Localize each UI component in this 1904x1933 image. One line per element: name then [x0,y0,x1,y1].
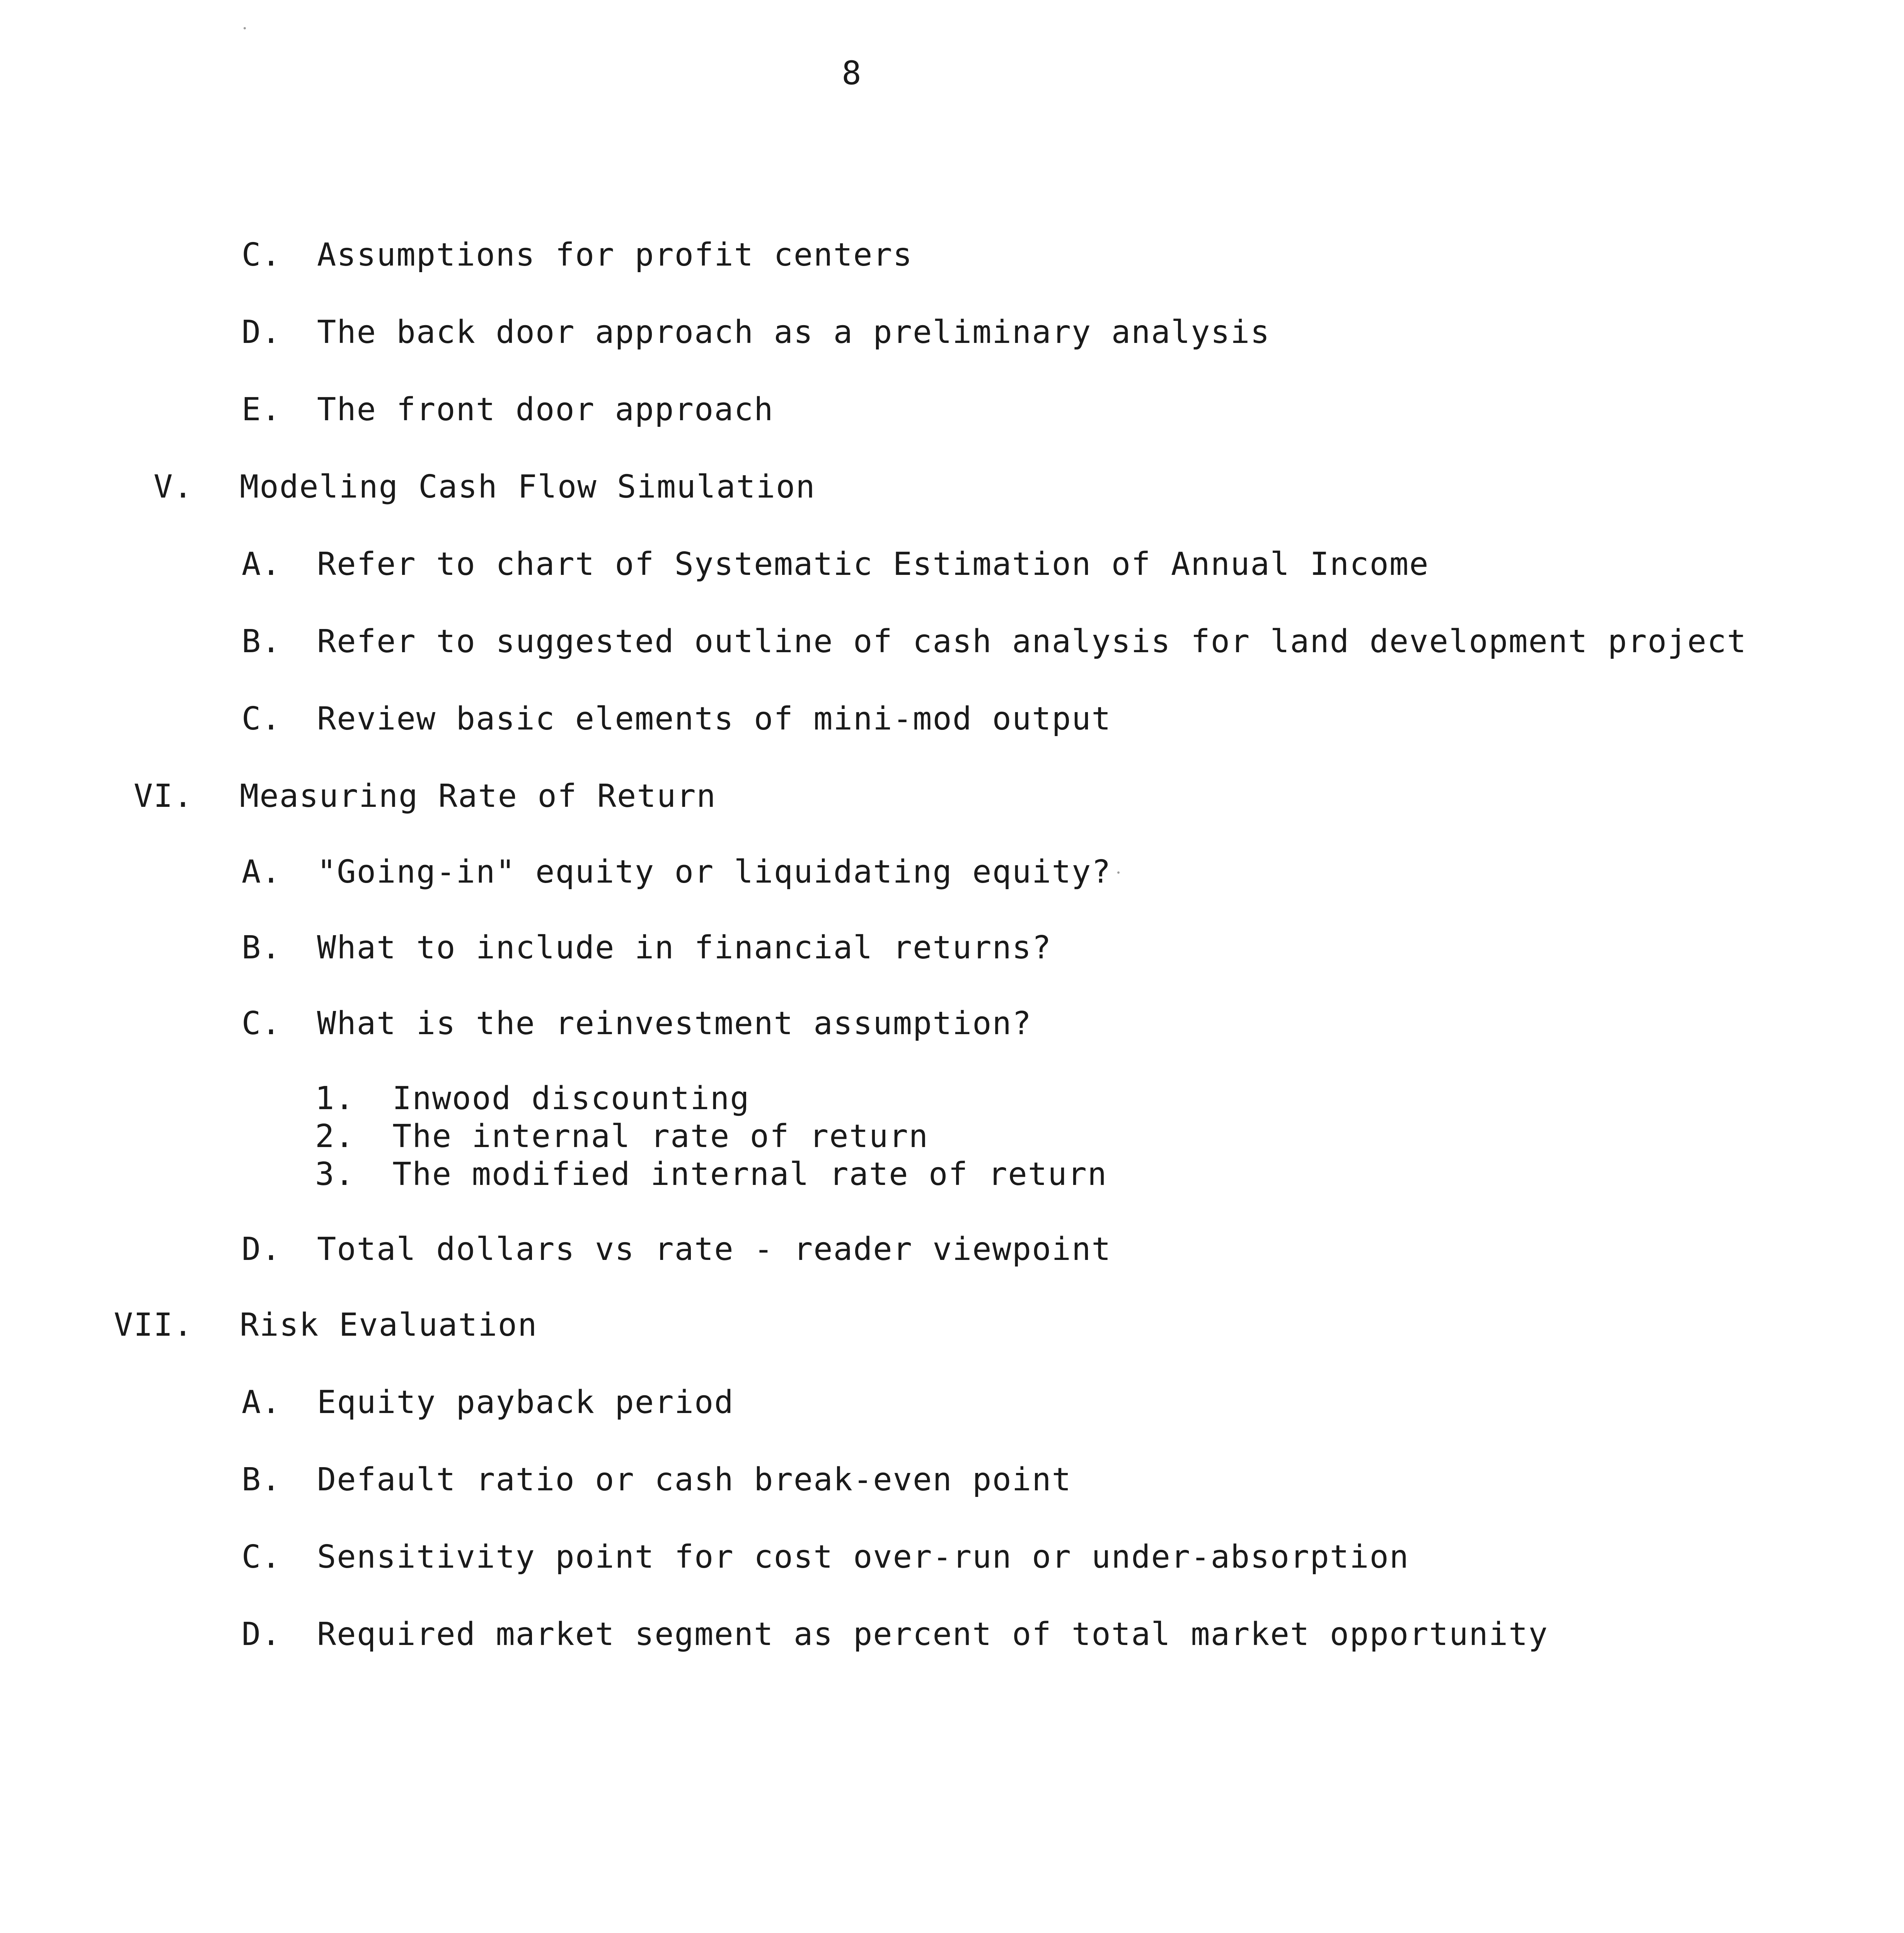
subitem-marker: 1. [315,1080,355,1117]
item-marker: D. [242,314,281,351]
subitem-text: The internal rate of return [392,1118,929,1155]
item-text: The back door approach as a preliminary analysis [317,314,1270,351]
item-text: Required market segment as percent of total market opportunity [317,1616,1548,1653]
scan-speck [244,27,246,29]
item-text: Equity payback period [317,1384,734,1421]
item-marker: C. [242,701,281,737]
item-text: The front door approach [317,391,774,428]
section-heading: Risk Evaluation [240,1307,538,1343]
item-text: "Going-in" equity or liquidating equity? [317,854,1111,890]
item-marker: C. [242,1005,281,1042]
outline-item-d-market-segment [0,1615,1548,1731]
page-number: 8 [842,54,861,92]
subitem-marker: 2. [315,1118,355,1155]
item-marker: B. [242,623,281,660]
subitem-text: The modified internal rate of return [392,1156,1108,1193]
item-marker: D. [242,1231,281,1268]
item-text: What to include in financial returns? [317,929,1052,966]
section-heading: Modeling Cash Flow Simulation [240,469,816,505]
section-numeral: VII. [114,1307,193,1343]
item-text: Default ratio or cash break-even point [317,1461,1072,1498]
item-marker: B. [242,929,281,966]
item-marker: B. [242,1461,281,1498]
item-text: Refer to suggested outline of cash analysis for land development project [317,623,1747,660]
item-marker: C. [242,237,281,273]
item-text: Sensitivity point for cost over-run or under-absorption [317,1539,1410,1575]
subitem-text: Inwood discounting [392,1080,750,1117]
item-text: Assumptions for profit centers [317,237,913,273]
subitem-marker: 3. [315,1156,355,1193]
item-marker: A. [242,1384,281,1421]
item-marker: A. [242,854,281,890]
item-text: Refer to chart of Systematic Estimation of Annual Income [317,546,1429,583]
section-heading: Measuring Rate of Return [240,778,716,815]
section-numeral: V. [153,469,193,505]
item-text: What is the reinvestment assumption? [317,1005,1032,1042]
item-marker: A. [242,546,281,583]
item-marker: E. [242,391,281,428]
item-text: Review basic elements of mini-mod output [317,701,1111,737]
section-numeral: VI. [133,778,193,815]
item-text: Total dollars vs rate - reader viewpoint [317,1231,1111,1268]
scan-speck [1117,871,1120,874]
item-marker: C. [242,1539,281,1575]
item-marker: D. [242,1616,281,1653]
